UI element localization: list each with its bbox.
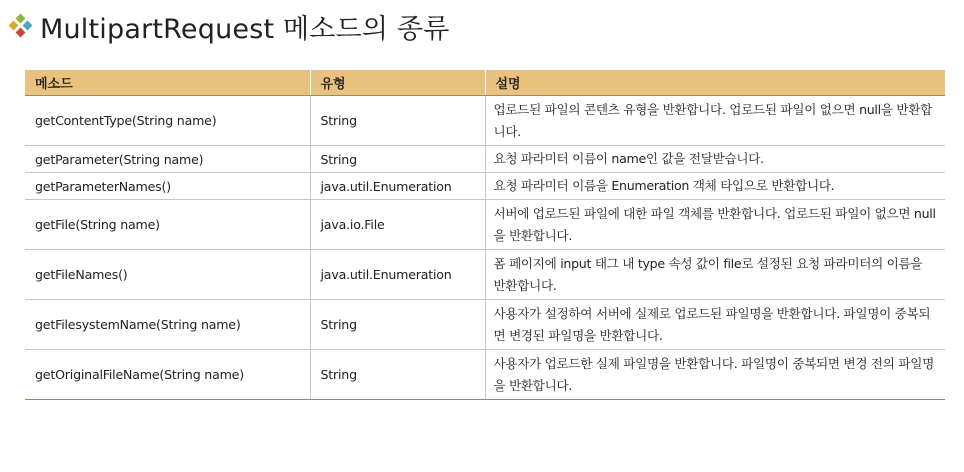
page-title: MultipartRequest 메소드의 종류 [40,13,450,45]
type-cell: String [310,300,485,350]
description-cell: 폼 페이지에 input 태그 내 type 속성 값이 file로 설정된 요청 파라미터의 이름을 반환합니다. [485,250,945,300]
method-cell: getFilesystemName(String name) [25,300,310,350]
table-row [25,146,945,173]
method-table [25,70,945,400]
description-cell: 요청 파라미터 이름이 name인 값을 전달받습니다. [485,146,945,173]
description-cell: 요청 파라미터 이름을 Enumeration 객체 타입으로 반환합니다. [485,173,945,200]
table-row [25,173,945,200]
type-cell: java.io.File [310,200,485,250]
description-cell: 사용자가 업로드한 실제 파일명을 반환합니다. 파일명이 중복되면 변경 전의 파일명을 반환합니다. [485,350,945,400]
description-cell: 사용자가 설정하여 서버에 실제로 업로드된 파일명을 반환합니다. 파일명이 중복되면 변경된 파일명을 반환합니다. [485,300,945,350]
type-cell: String [310,96,485,146]
type-cell: String [310,350,485,400]
table-header-row [25,70,945,96]
header-description: 설명 [485,70,945,96]
method-cell: getContentType(String name) [25,96,310,146]
method-cell: getParameterNames() [25,173,310,200]
header-method: 메소드 [25,70,310,96]
method-cell: getParameter(String name) [25,146,310,173]
table-row [25,350,945,400]
title-row [10,4,450,48]
table-row [25,250,945,300]
table-row [25,200,945,250]
type-cell: java.util.Enumeration [310,250,485,300]
method-cell: getOriginalFileName(String name) [25,350,310,400]
description-cell: 서버에 업로드된 파일에 대한 파일 객체를 반환합니다. 업로드된 파일이 없으면 null을 반환합니다. [485,200,945,250]
type-cell: java.util.Enumeration [310,173,485,200]
header-type: 유형 [310,70,485,96]
table-row [25,300,945,350]
method-cell: getFile(String name) [25,200,310,250]
type-cell: String [310,146,485,173]
bullet-diamond-icon [10,15,32,37]
method-cell: getFileNames() [25,250,310,300]
table-row [25,96,945,146]
description-cell: 업로드된 파일의 콘텐츠 유형을 반환합니다. 업로드된 파일이 없으면 null을 반환합니다. [485,96,945,146]
